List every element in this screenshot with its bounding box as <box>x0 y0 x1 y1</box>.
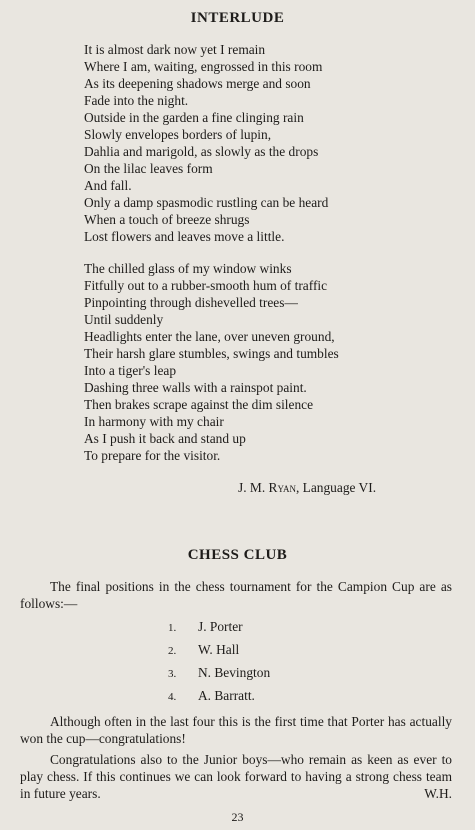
chess-winner-paragraph: Although often in the last four this is the first time that Porter has actually won the cup—congratulations! <box>20 714 452 746</box>
poem-line: Outside in the garden a fine clinging rain <box>84 110 304 125</box>
player-name: W. Hall <box>198 642 240 657</box>
poem-line: The chilled glass of my window winks <box>84 261 292 276</box>
poem-line: Only a damp spasmodic rustling can be heard <box>84 195 329 210</box>
tournament-positions-list <box>168 616 270 708</box>
poem-author <box>238 480 376 496</box>
chess-juniors-paragraph <box>20 751 452 802</box>
poem-line: Dashing three walls with a rainspot paint. <box>84 380 307 395</box>
list-item <box>168 616 270 639</box>
poem-line: As its deepening shadows merge and soon <box>84 76 311 91</box>
position-number: 3. <box>168 668 177 680</box>
position-number: 4. <box>168 691 177 703</box>
player-name: J. Porter <box>198 619 243 634</box>
signature: W.H. <box>424 786 452 801</box>
poem-title: INTERLUDE <box>190 10 285 26</box>
poem-line: Lost flowers and leaves move a little. <box>84 229 285 244</box>
poem-stanza-1 <box>84 41 474 245</box>
author-surname: Ryan <box>268 480 296 495</box>
poem-line: Slowly envelopes borders of lupin, <box>84 127 272 142</box>
poem-line: Headlights enter the lane, over uneven ground, <box>84 329 335 344</box>
poem-line: Pinpointing through dishevelled trees— <box>84 295 298 310</box>
poem-line: Into a tiger's leap <box>84 363 177 378</box>
author-class: , Language VI. <box>295 480 377 495</box>
position-number: 2. <box>168 645 177 657</box>
poem-line: Dahlia and marigold, as slowly as the drops <box>84 144 319 159</box>
author-initials: J. M. <box>238 480 266 495</box>
poem-line: And fall. <box>84 178 132 193</box>
poem-line: Then brakes scrape against the dim silence <box>84 397 314 412</box>
chess-club-title: CHESS CLUB <box>187 547 288 563</box>
list-item <box>168 639 270 662</box>
poem-line: As I push it back and stand up <box>84 431 246 446</box>
poem-line: When a touch of breeze shrugs <box>84 212 250 227</box>
poem-line: Fitfully out to a rubber-smooth hum of traffic <box>84 278 328 293</box>
player-name: A. Barratt. <box>198 688 255 703</box>
chess-intro-paragraph: The final positions in the chess tournament for the Campion Cup are as follows:— <box>20 579 452 611</box>
juniors-text: Congratulations also to the Junior boys—who remain as keen as ever to play chess. If this continues we can look forward to having a strong chess team in future years. <box>20 752 452 801</box>
poem-stanza-2 <box>84 260 474 464</box>
poem-line: Where I am, waiting, engrossed in this room <box>84 59 323 74</box>
position-number: 1. <box>168 622 177 634</box>
poem-line: Their harsh glare stumbles, swings and tumbles <box>84 346 339 361</box>
poem-line: In harmony with my chair <box>84 414 224 429</box>
page-number: 23 <box>231 810 244 824</box>
poem-line: On the lilac leaves form <box>84 161 213 176</box>
list-item <box>168 685 270 708</box>
poem-line: To prepare for the visitor. <box>84 448 221 463</box>
poem-line: Until suddenly <box>84 312 164 327</box>
list-item <box>168 662 270 685</box>
player-name: N. Bevington <box>198 665 271 680</box>
poem-line: Fade into the night. <box>84 93 189 108</box>
poem-line: It is almost dark now yet I remain <box>84 42 266 57</box>
